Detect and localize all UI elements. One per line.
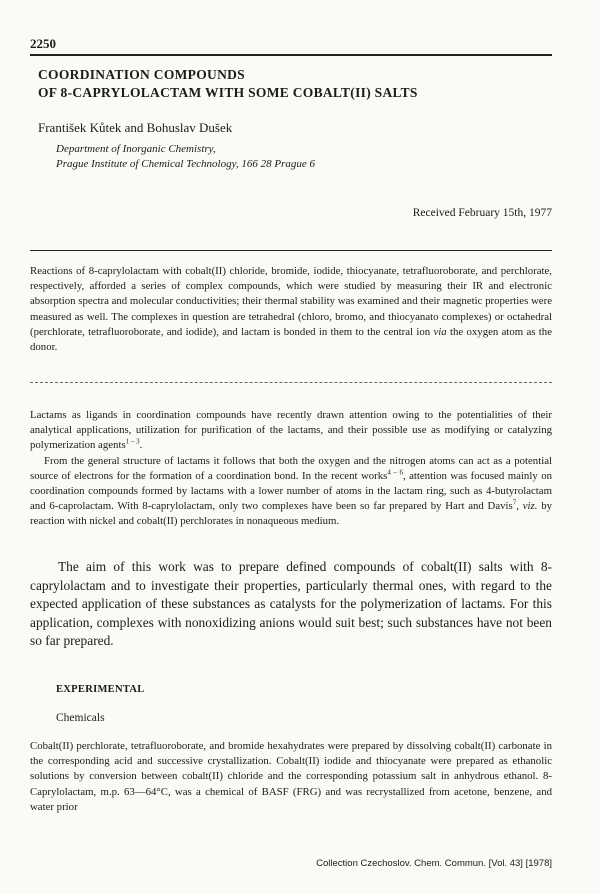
paragraph-2-d: by reaction with nickel and cobalt(II) perchlorates in nonaqueous medium. <box>30 500 552 528</box>
chemicals-paragraph: Cobalt(II) perchlorate, tetrafluoroborate, and bromide hexahydrates were prepared by dissolving cobalt(II) carbonate in the corresponding acid and successive crystallization. Cobalt(II) iodide and thiocyanate were prepared as ethanolic solutions by conversion between cobalt(II) chloride and the corresponding potassium salt in anhydrous ethanol. 8-Caprylolactam, m.p. 63—64°C, was a chemical of BASF (FRG) and was recrystallized from acetone, benzene, and water prior <box>30 740 552 813</box>
title-line-2: OF 8-CAPRYLOLACTAM WITH SOME COBALT(II) SALTS <box>38 85 418 100</box>
introduction <box>30 408 552 530</box>
reference-4-6: 4 – 6 <box>387 468 403 477</box>
paragraph-1 <box>30 408 552 454</box>
paragraph-2-b: , attention was focused mainly on coordination compounds formed by lactams with a lower number of atoms in the lactam ring, such as 4-butyrolactam and 6-caprolactam. With 8-caprylolactam, only two complexes have been so far prepared by Hart and Davis <box>30 469 552 513</box>
title-line-1: COORDINATION COMPOUNDS <box>38 67 245 82</box>
aim-paragraph: The aim of this work was to prepare defined compounds of cobalt(II) salts with 8-caprylolactam and to investigate their properties, particularly thermal ones, with regard to the expected application of these substances as catalysts for the polymerization of lactams. For this application, complexes with nonoxidizing anions would suit best; such substances have not been so far prepared. <box>30 559 552 648</box>
affiliation-line-2: Prague Institute of Chemical Technology, 166 28 Prague 6 <box>56 158 315 170</box>
abstract-via: via <box>433 325 447 338</box>
affiliation <box>56 142 315 172</box>
paragraph-2-c: , <box>516 500 523 513</box>
abstract-top-rule <box>30 250 552 251</box>
paragraph-1-end: . <box>139 439 143 452</box>
article-title <box>38 66 548 102</box>
reference-1-3: 1 – 3 <box>125 437 140 446</box>
abstract <box>30 264 552 355</box>
paragraph-2-viz: viz. <box>522 500 538 513</box>
header-rule <box>30 54 552 56</box>
abstract-part-1: Reactions of 8-caprylolactam with cobalt(II) chloride, bromide, iodide, thiocyanate, tetrafluoroborate, and perchlorate, respectively, afforded a series of complex compounds, which were studied by measuring their IR and electronic absorption spectra and molecular conductivities; their thermal stability was examined and their magnetic properties were measured as well. The complexes in question are tetrahedral (chloro, bromo, and thiocyanato complexes) or octahedral (perchlorate, tetrafluoroborate, and iodide), and lactam is bonded in them to the central ion <box>30 265 552 338</box>
authors: František Kůtek and Bohuslav Dušek <box>38 120 233 135</box>
received-date: Received February 15th, 1977 <box>412 207 552 219</box>
abstract-part-2: the oxygen atom as the donor. <box>30 325 552 354</box>
subsection-heading-chemicals: Chemicals <box>56 712 105 724</box>
paragraph-2-a: From the general structure of lactams it follows that both the oxygen and the nitrogen atoms can act as a potential source of electrons for the formation of a coordination bond. In the recent works <box>30 454 552 482</box>
paragraph-1-text: Lactams as ligands in coordination compounds have recently drawn attention owing to the potentialities of their analytical applications, utilization for purification of the lactams, and their possible use as modifying or catalyzing polymerization agents <box>30 409 552 452</box>
journal-citation: Collection Czechoslov. Chem. Commun. [Vol. 43] [1978] <box>316 858 552 869</box>
page-number: 2250 <box>30 36 56 51</box>
reference-7: 7 <box>512 498 517 507</box>
paragraph-2 <box>30 454 552 530</box>
section-heading-experimental: EXPERIMENTAL <box>56 684 145 695</box>
abstract-bottom-rule <box>30 382 552 383</box>
affiliation-line-1: Department of Inorganic Chemistry, <box>56 143 216 155</box>
